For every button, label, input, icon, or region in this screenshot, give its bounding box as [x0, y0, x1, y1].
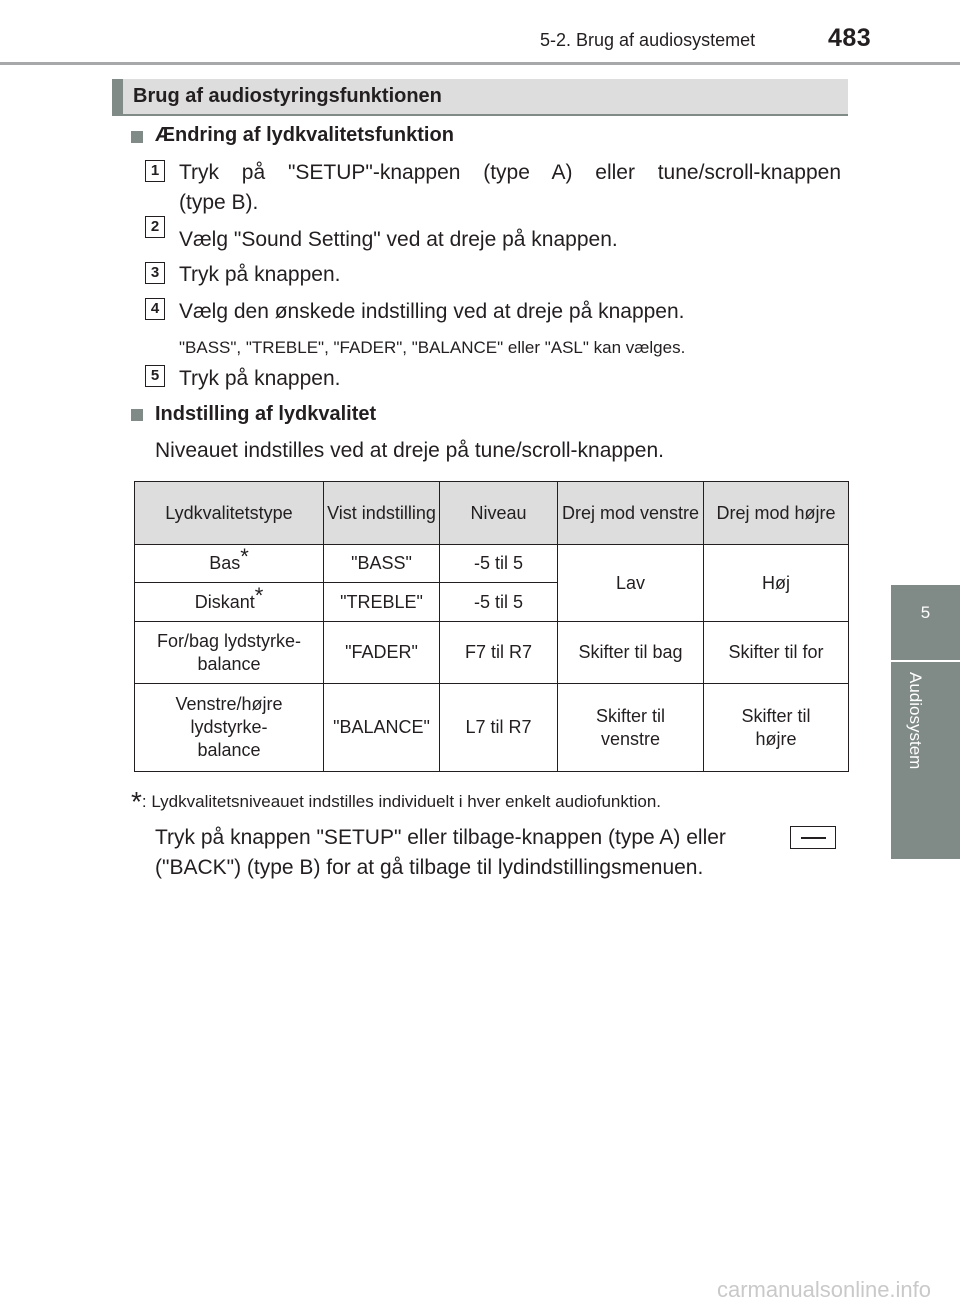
type-label: Bas [209, 553, 241, 573]
step-2-text: Vælg "Sound Setting" ved at dreje på knappen. [179, 228, 618, 251]
section-title: Brug af audiostyringsfunktionen [133, 85, 442, 107]
section-title-underline [112, 114, 848, 116]
table-header-row [135, 482, 849, 545]
step-number-2: 2 [145, 216, 165, 238]
table-row [135, 545, 849, 583]
table-cell-type [135, 583, 324, 622]
table-cell: "TREBLE" [324, 583, 440, 622]
step-4-text: Vælg den ønskede indstilling ved at dreje på knappen. [179, 300, 685, 323]
table-cell: Skifter til for [704, 622, 849, 684]
table-cell-merged-right: Høj [704, 545, 849, 622]
table-header-cell: Drej mod venstre [558, 482, 704, 545]
table-header-cell: Niveau [440, 482, 558, 545]
table-row [135, 622, 849, 684]
table-cell: Skifter til højre [704, 684, 849, 772]
sound-quality-table [134, 481, 849, 772]
header-rule [0, 62, 960, 65]
table-cell: "BALANCE" [324, 684, 440, 772]
step-number-5: 5 [145, 365, 165, 387]
step-number-3: 3 [145, 262, 165, 284]
back-instruction-line-2: ("BACK") (type B) for at gå tilbage til lydindstillingsmenuen. [155, 856, 704, 879]
chapter-tab [891, 585, 960, 660]
step-1-line-2: (type B). [179, 191, 259, 214]
running-header-section: 5-2. Brug af audiosystemet [540, 30, 756, 50]
back-button-icon [790, 826, 836, 849]
step-3-text: Tryk på knappen. [179, 263, 341, 286]
step-number-1: 1 [145, 160, 165, 182]
table-cell: "FADER" [324, 622, 440, 684]
section-title-bar [112, 79, 848, 115]
chapter-label-strip [891, 662, 960, 859]
step-5-text: Tryk på knappen. [179, 367, 341, 390]
section-title-accent [112, 79, 123, 115]
table-cell-merged-left: Lav [558, 545, 704, 622]
table-header-cell: Vist indstilling [324, 482, 440, 545]
table-cell: L7 til R7 [440, 684, 558, 772]
chapter-label: Audiosystem [906, 672, 925, 770]
subheading-sound-quality-mode: Ændring af lydkvalitetsfunktion [155, 124, 454, 146]
table-cell-type: Venstre/højre lydstyrke-balance [135, 684, 324, 772]
table-footnote [131, 782, 662, 817]
table-cell: Skifter til venstre [558, 684, 704, 772]
table-cell: F7 til R7 [440, 622, 558, 684]
step-4-note: "BASS", "TREBLE", "FADER", "BALANCE" eller "ASL" kan vælges. [179, 338, 686, 357]
table-cell: Skifter til bag [558, 622, 704, 684]
table-row [135, 684, 849, 772]
table-cell-type: For/bag lydstyrke-balance [135, 622, 324, 684]
back-button-symbol [801, 837, 826, 839]
type-label: Diskant [194, 591, 255, 612]
bullet-square-icon [131, 131, 143, 143]
table-cell-type [135, 545, 324, 583]
bullet-square-icon [131, 409, 143, 421]
sound-quality-intro: Niveauet indstilles ved at dreje på tune/scroll-knappen. [155, 439, 664, 462]
page-number: 483 [828, 24, 872, 52]
asterisk-marker: * [254, 582, 264, 608]
table-cell: -5 til 5 [440, 545, 558, 583]
table-cell: -5 til 5 [440, 583, 558, 622]
subheading-sound-quality-setting: Indstilling af lydkvalitet [155, 403, 377, 425]
table-header-cell: Lydkvalitetstype [135, 482, 324, 545]
table-cell: "BASS" [324, 545, 440, 583]
step-number-4: 4 [145, 298, 165, 320]
table-header-cell: Drej mod højre [704, 482, 849, 545]
chapter-number: 5 [920, 603, 931, 622]
watermark: carmanualsonline.info [717, 1277, 932, 1302]
footnote-text: : Lydkvalitetsniveauet indstilles individuelt i hver enkelt audiofunktion. [141, 792, 662, 811]
back-instruction-line-1: Tryk på knappen "SETUP" eller tilbage-knappen (type A) eller [155, 826, 726, 849]
footnote-asterisk: * [131, 786, 142, 817]
asterisk-marker: * [240, 544, 249, 569]
step-1-line-1: Tryk på "SETUP"-knappen (type A) eller tune/scroll-knappen [179, 161, 841, 184]
